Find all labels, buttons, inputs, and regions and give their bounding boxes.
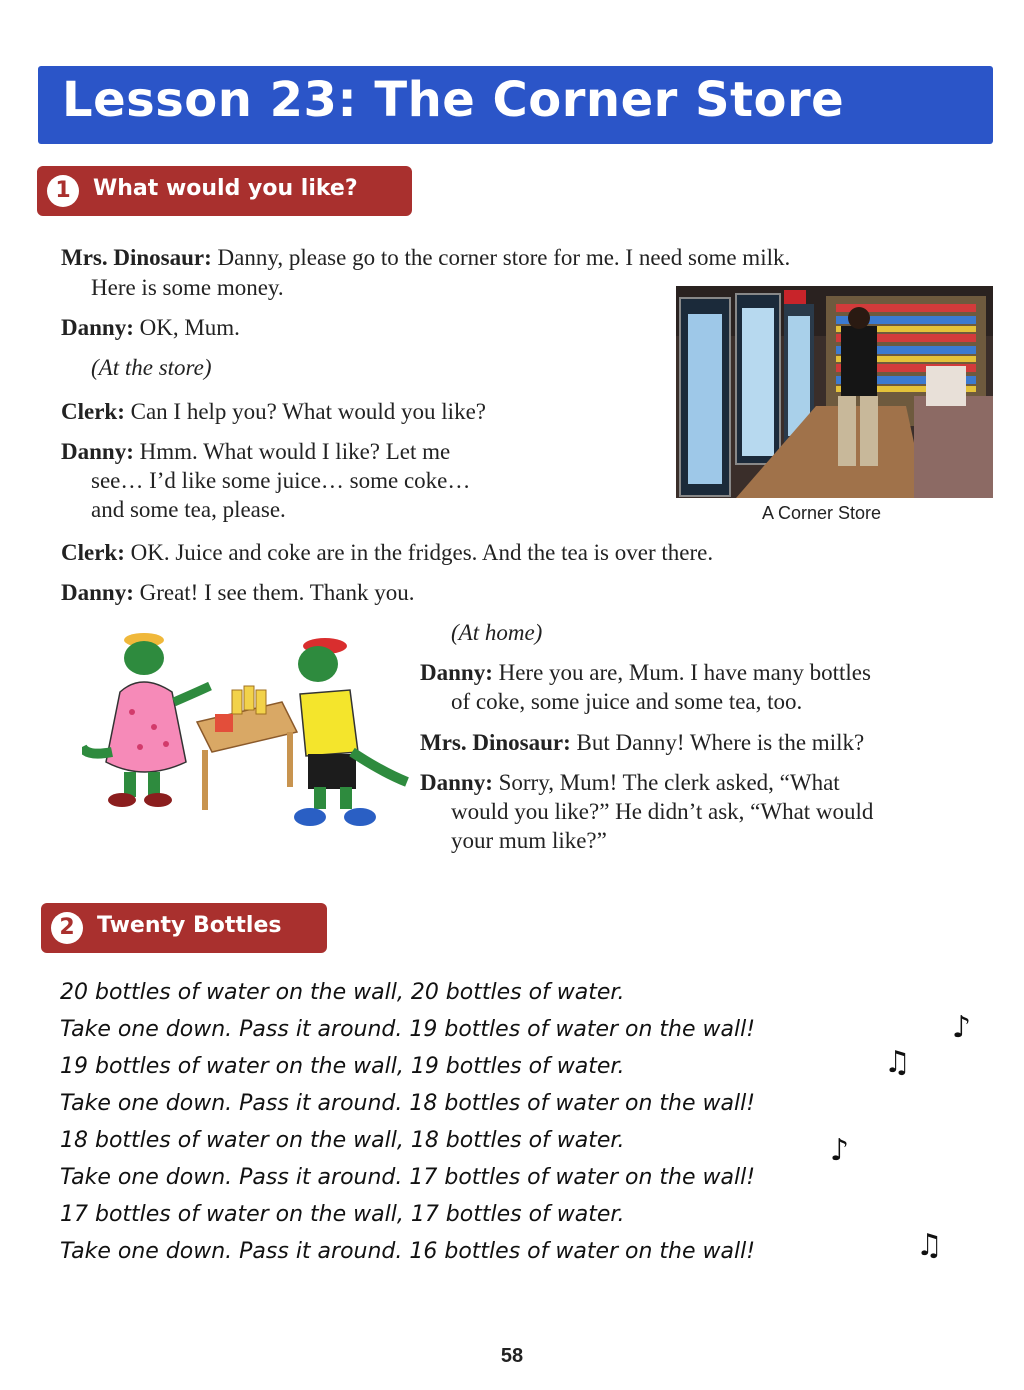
section-1-title: What would you like? bbox=[93, 176, 358, 201]
dialogue-line-9-cont-1: would you like?” He didn’t ask, “What would bbox=[451, 799, 874, 824]
section-2-number: 2 bbox=[51, 912, 83, 944]
speaker: Mrs. Dinosaur: bbox=[420, 730, 571, 755]
dialogue-line-6 bbox=[61, 578, 414, 607]
dialogue-line-8 bbox=[420, 728, 864, 757]
dialogue-line-9 bbox=[420, 768, 840, 797]
song-line-8: Take one down. Pass it around. 16 bottles of water on the wall! bbox=[60, 1239, 756, 1264]
dialogue-line-4 bbox=[61, 437, 450, 466]
speech: Danny, please go to the corner store for me. I need some milk. bbox=[211, 245, 791, 270]
dialogue-line-7 bbox=[420, 658, 871, 687]
speech: Here you are, Mum. I have many bottles bbox=[492, 660, 871, 685]
dialogue-line-4-cont-2: and some tea, please. bbox=[91, 497, 286, 522]
section-2-title: Twenty Bottles bbox=[97, 913, 282, 938]
section-1-header bbox=[37, 166, 412, 216]
dialogue-line-5 bbox=[61, 538, 713, 567]
dialogue-line-9-cont-2: your mum like?” bbox=[451, 828, 607, 853]
speech: Great! I see them. Thank you. bbox=[133, 580, 415, 605]
speech: OK, Mum. bbox=[133, 315, 240, 340]
speaker: Clerk: bbox=[61, 399, 125, 424]
page-number: 58 bbox=[500, 1345, 524, 1367]
song-line-5: 18 bottles of water on the wall, 18 bottles of water. bbox=[60, 1128, 625, 1153]
music-note-icon: ♫ bbox=[884, 1045, 911, 1080]
speech: Can I help you? What would you like? bbox=[124, 399, 486, 424]
lesson-title-bar bbox=[38, 66, 993, 144]
music-note-icon: ♪ bbox=[830, 1133, 850, 1168]
dialogue-line-3 bbox=[61, 397, 486, 426]
speaker: Danny: bbox=[61, 439, 134, 464]
song-line-7: 17 bottles of water on the wall, 17 bottles of water. bbox=[60, 1202, 625, 1227]
song-line-1: 20 bottles of water on the wall, 20 bottles of water. bbox=[60, 980, 625, 1005]
speaker: Clerk: bbox=[61, 540, 125, 565]
speech: Sorry, Mum! The clerk asked, “What bbox=[492, 770, 840, 795]
dinosaur-illustration bbox=[82, 632, 410, 837]
dialogue-line-4-cont-1: see… I’d like some juice… some coke… bbox=[91, 468, 471, 493]
dialogue-line-7-cont: of coke, some juice and some tea, too. bbox=[451, 689, 803, 714]
stage-direction-home: (At home) bbox=[451, 620, 543, 645]
speech: OK. Juice and coke are in the fridges. And the tea is over there. bbox=[124, 540, 714, 565]
section-2-header bbox=[41, 903, 327, 953]
speaker: Danny: bbox=[61, 580, 134, 605]
speech: But Danny! Where is the milk? bbox=[570, 730, 865, 755]
corner-store-photo bbox=[676, 286, 993, 498]
stage-direction-store: (At the store) bbox=[91, 355, 212, 380]
music-note-icon: ♪ bbox=[952, 1010, 972, 1045]
speaker: Danny: bbox=[420, 770, 493, 795]
song-line-3: 19 bottles of water on the wall, 19 bottles of water. bbox=[60, 1054, 625, 1079]
song-line-2: Take one down. Pass it around. 19 bottles of water on the wall! bbox=[60, 1017, 756, 1042]
dialogue-line-1-cont: Here is some money. bbox=[91, 275, 284, 300]
speaker: Danny: bbox=[61, 315, 134, 340]
dialogue-line-1 bbox=[61, 243, 790, 272]
speaker: Mrs. Dinosaur: bbox=[61, 245, 212, 270]
lesson-title: Lesson 23: The Corner Store bbox=[62, 72, 845, 128]
dialogue-line-2 bbox=[61, 313, 240, 342]
speech: Hmm. What would I like? Let me bbox=[133, 439, 451, 464]
speaker: Danny: bbox=[420, 660, 493, 685]
song-line-4: Take one down. Pass it around. 18 bottles of water on the wall! bbox=[60, 1091, 756, 1116]
section-1-number: 1 bbox=[47, 175, 79, 207]
music-note-icon: ♫ bbox=[916, 1228, 943, 1263]
photo-caption: A Corner Store bbox=[762, 503, 882, 523]
song-line-6: Take one down. Pass it around. 17 bottles of water on the wall! bbox=[60, 1165, 756, 1190]
